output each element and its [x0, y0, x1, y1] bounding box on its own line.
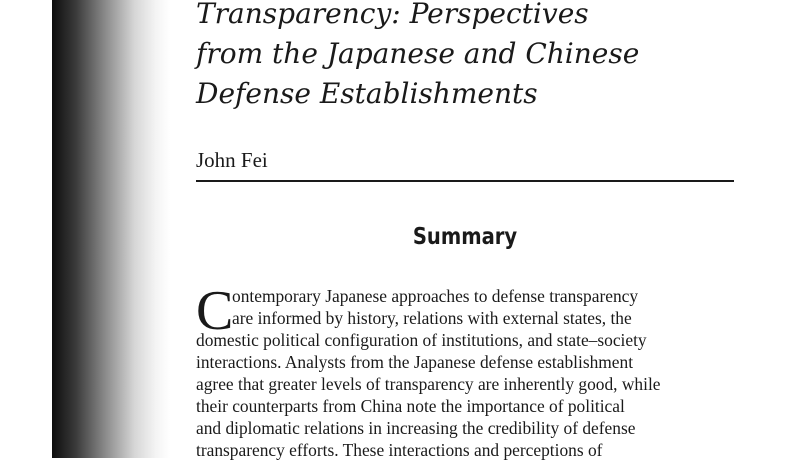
- title-line: from the Japanese and Chinese: [196, 37, 640, 70]
- title-line: Defense Establishments: [196, 77, 538, 110]
- summary-line: agree that greater levels of transparency are inherently good, while: [196, 374, 661, 394]
- chapter-title: [196, 0, 756, 114]
- summary-body: [196, 280, 741, 461]
- summary-line: their counterparts from China note the importance of political: [196, 396, 625, 416]
- decorative-gradient-band: [52, 0, 170, 458]
- title-divider: [196, 180, 734, 182]
- drop-cap: C: [196, 280, 234, 342]
- summary-line: domestic political configuration of institutions, and state–society: [196, 330, 647, 350]
- summary-line: and diplomatic relations in increasing the credibility of defense: [196, 418, 636, 438]
- summary-heading: Summary: [412, 224, 518, 250]
- author-name: John Fei: [196, 148, 268, 172]
- summary-line: transparency efforts. These interactions and perceptions of: [196, 440, 603, 460]
- summary-line: ontemporary Japanese approaches to defense transparency: [232, 286, 639, 306]
- title-line: Transparency: Perspectives: [196, 0, 589, 30]
- summary-line: interactions. Analysts from the Japanese defense establishment: [196, 352, 634, 372]
- summary-line: are informed by history, relations with external states, the: [232, 308, 632, 328]
